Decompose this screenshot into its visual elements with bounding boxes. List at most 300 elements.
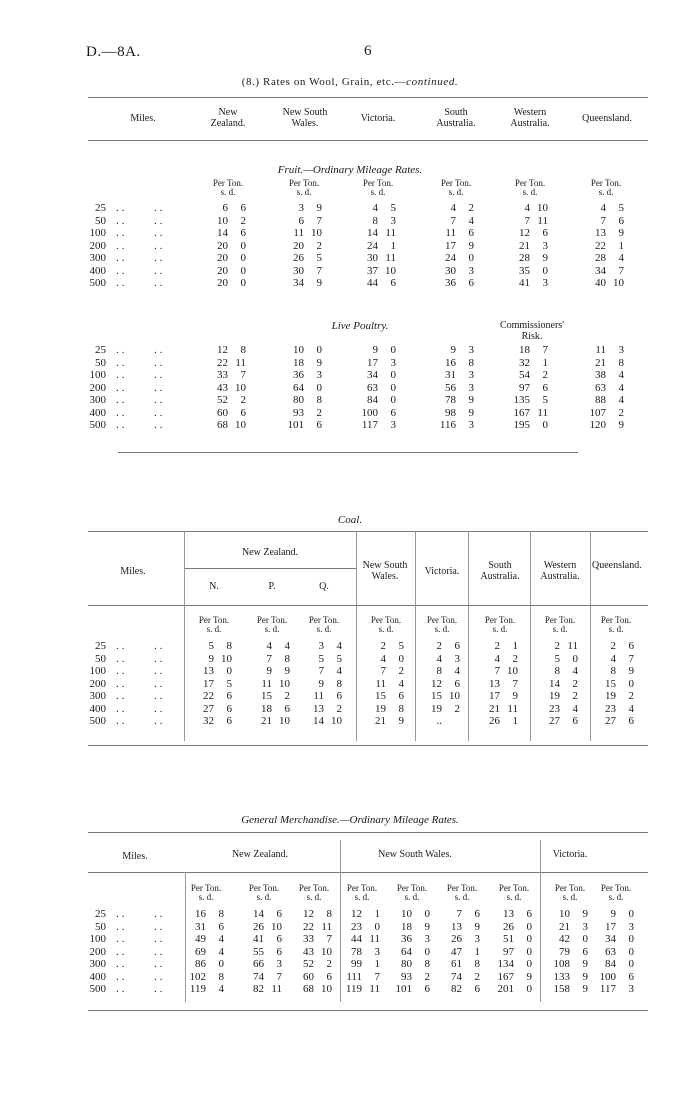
- pence-cell: 6: [474, 983, 480, 995]
- shillings-cell: 60: [303, 970, 314, 983]
- pence-cell: 4: [336, 665, 342, 677]
- pence-cell: 9: [582, 970, 588, 983]
- pence-cell: 6: [572, 715, 578, 727]
- pence-cell: 9: [618, 227, 624, 239]
- sd-header: s. d.: [598, 187, 614, 197]
- pence-cell: 10: [235, 419, 246, 431]
- pence-cell: 6: [276, 908, 282, 920]
- miles-cell: 50: [95, 652, 106, 665]
- shillings-cell: 9: [318, 677, 324, 690]
- pence-cell: 6: [542, 227, 548, 239]
- shillings-cell: 22: [203, 690, 214, 702]
- pence-cell: 0: [628, 945, 634, 958]
- shillings-cell: 2: [380, 640, 386, 652]
- sd-header: s. d.: [316, 624, 332, 634]
- pence-cell: 9: [316, 356, 322, 369]
- pence-cell: 8: [336, 677, 342, 690]
- pence-cell: 6: [628, 715, 634, 727]
- pence-cell: 1: [474, 945, 480, 958]
- pence-cell: 2: [398, 665, 404, 677]
- pence-cell: 11: [369, 983, 380, 995]
- shillings-cell: 9: [208, 652, 214, 665]
- leader-dots: ..: [154, 369, 166, 381]
- sd-header: s. d.: [370, 187, 386, 197]
- shillings-cell: 80: [293, 394, 304, 406]
- shillings-cell: 10: [217, 214, 228, 227]
- shillings-cell: 64: [293, 381, 304, 394]
- shillings-cell: 41: [253, 933, 264, 945]
- leader-dots: ..: [116, 277, 128, 289]
- pence-cell: 4: [618, 252, 624, 264]
- leader-dots: ..: [116, 983, 128, 995]
- leader-dots: ..: [154, 419, 166, 431]
- pence-cell: 9: [316, 277, 322, 289]
- pence-cell: 6: [226, 715, 232, 727]
- shillings-cell: 4: [524, 202, 530, 214]
- pence-cell: 6: [326, 970, 332, 983]
- shillings-cell: 43: [303, 945, 314, 958]
- leader-dots: ..: [154, 406, 166, 419]
- shillings-cell: 19: [549, 690, 560, 702]
- pence-cell: 0: [390, 344, 396, 356]
- shillings-cell: 43: [217, 381, 228, 394]
- shillings-cell: 8: [436, 665, 442, 677]
- shillings-cell: 6: [222, 202, 228, 214]
- shillings-cell: 8: [610, 665, 616, 677]
- leader-dots: ..: [116, 419, 128, 431]
- shillings-cell: 36: [293, 369, 304, 381]
- pence-cell: 6: [468, 227, 474, 239]
- shillings-cell: 9: [266, 665, 272, 677]
- page-number: 6: [364, 43, 372, 59]
- merch-header-top-rule: [88, 832, 648, 833]
- shillings-cell: 11: [313, 690, 324, 702]
- shillings-cell: 44: [351, 933, 362, 945]
- pence-cell: 3: [474, 933, 480, 945]
- shillings-cell: 20: [293, 239, 304, 252]
- miles-cell: 500: [89, 419, 106, 431]
- sd-header: s. d.: [552, 624, 568, 634]
- shillings-cell: 7: [450, 214, 456, 227]
- col-header-wa: Western Australia.: [510, 107, 550, 129]
- coal-nz-header: New Zealand.: [241, 547, 299, 558]
- shillings-cell: 13: [595, 227, 606, 239]
- table-row: [0, 908, 700, 920]
- shillings-cell: 23: [351, 920, 362, 933]
- pence-cell: 11: [235, 356, 246, 369]
- pence-cell: 6: [454, 677, 460, 690]
- pence-cell: 10: [331, 715, 342, 727]
- pence-cell: 10: [507, 665, 518, 677]
- pence-cell: 8: [618, 356, 624, 369]
- shillings-cell: 167: [513, 406, 530, 419]
- pence-cell: 8: [218, 908, 224, 920]
- leader-dots: ..: [154, 702, 166, 715]
- shillings-cell: 63: [595, 381, 606, 394]
- pence-cell: 10: [279, 677, 290, 690]
- pence-cell: 11: [385, 227, 396, 239]
- pence-cell: 2: [336, 702, 342, 715]
- shillings-cell: 32: [519, 356, 530, 369]
- sd-header: s. d.: [562, 892, 578, 902]
- sd-header: s. d.: [354, 892, 370, 902]
- shillings-cell: 51: [503, 933, 514, 945]
- coal-col-header-sa: South Australia.: [480, 560, 520, 582]
- pence-cell: 0: [424, 908, 430, 920]
- pence-cell: 4: [618, 369, 624, 381]
- shillings-cell: 120: [589, 419, 606, 431]
- shillings-cell: 12: [351, 908, 362, 920]
- shillings-cell: 2: [436, 640, 442, 652]
- shillings-cell: 37: [367, 264, 378, 277]
- coal-col-header-qld: Queensland.: [592, 560, 642, 571]
- shillings-cell: 24: [445, 252, 456, 264]
- shillings-cell: 10: [401, 908, 412, 920]
- shillings-cell: 74: [253, 970, 264, 983]
- per-ton-header: Per Ton.: [308, 615, 340, 625]
- pence-cell: 3: [628, 983, 634, 995]
- pence-cell: 7: [542, 344, 548, 356]
- shillings-cell: 7: [266, 652, 272, 665]
- pence-cell: 1: [374, 958, 380, 970]
- leader-dots: ..: [154, 970, 166, 983]
- pence-cell: 2: [326, 958, 332, 970]
- shillings-cell: 20: [217, 277, 228, 289]
- shillings-cell: 18: [293, 356, 304, 369]
- leader-dots: ..: [154, 983, 166, 995]
- shillings-cell: 60: [217, 406, 228, 419]
- leader-dots: ..: [154, 344, 166, 356]
- pence-cell: 0: [526, 920, 532, 933]
- leader-dots: ..: [154, 239, 166, 252]
- pence-cell: 3: [542, 239, 548, 252]
- miles-cell: 400: [89, 264, 106, 277]
- pence-cell: 4: [218, 983, 224, 995]
- pence-cell: 8: [218, 970, 224, 983]
- leader-dots: ..: [116, 202, 128, 214]
- commissioners-risk-note: Commissioners' Risk.: [499, 320, 565, 342]
- pence-cell: 3: [582, 920, 588, 933]
- pence-cell: 4: [572, 702, 578, 715]
- shillings-cell: 78: [445, 394, 456, 406]
- pence-cell: 2: [572, 690, 578, 702]
- table-row: [0, 958, 700, 970]
- shillings-cell: 5: [208, 640, 214, 652]
- shillings-cell: 33: [303, 933, 314, 945]
- shillings-cell: 101: [287, 419, 304, 431]
- shillings-cell: 82: [451, 983, 462, 995]
- pence-cell: 9: [526, 970, 532, 983]
- shillings-cell: 93: [293, 406, 304, 419]
- shillings-cell: 56: [445, 381, 456, 394]
- pence-cell: 3: [390, 419, 396, 431]
- pence-cell: 2: [468, 202, 474, 214]
- table-row: [0, 344, 700, 356]
- pence-cell: 2: [424, 970, 430, 983]
- leader-dots: ..: [154, 252, 166, 264]
- shillings-cell: 167: [497, 970, 514, 983]
- pence-cell: 3: [276, 958, 282, 970]
- shillings-cell: 80: [401, 958, 412, 970]
- shillings-cell: 18: [261, 702, 272, 715]
- table-row: [0, 252, 700, 264]
- shillings-cell: 42: [559, 933, 570, 945]
- pence-cell: 10: [235, 381, 246, 394]
- pence-cell: 2: [240, 214, 246, 227]
- sd-header: s. d.: [220, 187, 236, 197]
- leader-dots: ..: [116, 264, 128, 277]
- table-row: [0, 382, 700, 394]
- table-title-continued: continued.: [406, 76, 459, 88]
- pence-cell: 8: [284, 652, 290, 665]
- pence-cell: 3: [468, 369, 474, 381]
- leader-dots: ..: [116, 665, 128, 677]
- shillings-cell: 19: [375, 702, 386, 715]
- shillings-cell: 23: [549, 702, 560, 715]
- shillings-cell: 21: [595, 356, 606, 369]
- pence-cell: 7: [326, 933, 332, 945]
- pence-cell: 6: [390, 277, 396, 289]
- per-ton-header: Per Ton.: [484, 615, 516, 625]
- miles-cell: 300: [89, 394, 106, 406]
- merch-bottom-rule: [88, 1010, 648, 1011]
- leader-dots: ..: [116, 945, 128, 958]
- shillings-cell: 99: [351, 958, 362, 970]
- shillings-cell: 101: [395, 983, 412, 995]
- leader-dots: ..: [116, 908, 128, 920]
- pence-cell: 10: [321, 983, 332, 995]
- pence-cell: 0: [526, 958, 532, 970]
- table-row: [0, 369, 700, 381]
- pence-cell: 0: [542, 419, 548, 431]
- pence-cell: 8: [474, 958, 480, 970]
- shillings-cell: 9: [610, 908, 616, 920]
- pence-cell: 6: [276, 933, 282, 945]
- shillings-cell: 84: [605, 958, 616, 970]
- shillings-cell: 119: [189, 983, 206, 995]
- leader-dots: ..: [116, 369, 128, 381]
- pence-cell: 9: [628, 665, 634, 677]
- pence-cell: 10: [449, 690, 460, 702]
- pence-cell: 3: [542, 277, 548, 289]
- leader-dots: ..: [154, 920, 166, 933]
- table-row: [0, 277, 700, 289]
- pence-cell: 9: [468, 239, 474, 252]
- shillings-cell: 8: [554, 665, 560, 677]
- poultry-section-title: Live Poultry.: [331, 320, 389, 332]
- shillings-cell: 64: [401, 945, 412, 958]
- pence-cell: 7: [628, 652, 634, 665]
- sd-header: s. d.: [608, 892, 624, 902]
- shillings-cell: 69: [195, 945, 206, 958]
- pence-cell: 4: [398, 677, 404, 690]
- pence-cell: 7: [240, 369, 246, 381]
- per-ton-header: Per Ton.: [396, 883, 428, 893]
- fruit-section-title: Fruit.—Ordinary Mileage Rates.: [277, 164, 423, 176]
- per-ton-header: Per Ton.: [554, 883, 586, 893]
- pence-cell: 0: [316, 381, 322, 394]
- coal-bottom-rule: [88, 745, 648, 746]
- pence-cell: 6: [240, 202, 246, 214]
- shillings-cell: 16: [445, 356, 456, 369]
- shillings-cell: 12: [519, 227, 530, 239]
- page-identifier: D.—8A.: [86, 44, 141, 60]
- sd-header: s. d.: [206, 624, 222, 634]
- merch-section-title: General Merchandise.—Ordinary Mileage Rates.: [241, 814, 459, 826]
- shillings-cell: 100: [361, 406, 378, 419]
- pence-cell: 0: [468, 252, 474, 264]
- coal-col-header-nsw: New South Wales.: [362, 560, 408, 582]
- shillings-cell: 40: [595, 277, 606, 289]
- pence-cell: 6: [390, 406, 396, 419]
- per-ton-header: Per Ton.: [590, 178, 622, 188]
- coal-header-top-rule: [88, 531, 648, 532]
- coal-header-bottom-rule: [88, 605, 648, 606]
- shillings-cell: 17: [489, 690, 500, 702]
- shillings-cell: 107: [589, 406, 606, 419]
- shillings-cell: 26: [503, 920, 514, 933]
- pence-cell: 9: [474, 920, 480, 933]
- pence-cell: 7: [316, 214, 322, 227]
- per-ton-header: Per Ton.: [440, 178, 472, 188]
- table-row: [0, 407, 700, 419]
- pence-cell: 0: [526, 945, 532, 958]
- shillings-cell: 61: [451, 958, 462, 970]
- shillings-cell: 11: [261, 677, 272, 690]
- shillings-cell: 17: [605, 920, 616, 933]
- pence-cell: 10: [385, 264, 396, 277]
- pence-cell: 3: [468, 381, 474, 394]
- pence-cell: 2: [572, 677, 578, 690]
- shillings-cell: 36: [445, 277, 456, 289]
- pence-cell: 0: [390, 381, 396, 394]
- shillings-cell: 7: [456, 908, 462, 920]
- pence-cell: 3: [390, 214, 396, 227]
- per-ton-header: Per Ton.: [544, 615, 576, 625]
- shillings-cell: 102: [189, 970, 206, 983]
- coal-col-header-vic: Victoria.: [424, 566, 460, 577]
- shillings-cell: 98: [445, 406, 456, 419]
- shillings-cell: 55: [253, 945, 264, 958]
- shillings-cell: 35: [519, 264, 530, 277]
- table-row: [0, 690, 700, 702]
- per-ton-header: Per Ton.: [600, 615, 632, 625]
- shillings-cell: 13: [503, 908, 514, 920]
- pence-cell: 9: [542, 252, 548, 264]
- pence-cell: 8: [468, 356, 474, 369]
- pence-cell: 0: [316, 344, 322, 356]
- leader-dots: ..: [116, 652, 128, 665]
- pence-cell: 9: [468, 406, 474, 419]
- miles-cell: 100: [89, 933, 106, 945]
- shillings-cell: 158: [553, 983, 570, 995]
- miles-cell: 200: [89, 381, 106, 394]
- leader-dots: ..: [116, 970, 128, 983]
- pence-cell: 4: [468, 214, 474, 227]
- pence-cell: 6: [226, 690, 232, 702]
- shillings-cell: 74: [451, 970, 462, 983]
- sd-header: s. d.: [448, 187, 464, 197]
- miles-cell: 200: [89, 239, 106, 252]
- sd-header: s. d.: [256, 892, 272, 902]
- leader-dots: ..: [116, 239, 128, 252]
- leader-dots: ..: [116, 214, 128, 227]
- pence-cell: 9: [512, 690, 518, 702]
- pence-cell: 1: [618, 239, 624, 252]
- pence-cell: 6: [474, 908, 480, 920]
- per-ton-header: Per Ton.: [256, 615, 288, 625]
- pence-cell: 7: [374, 970, 380, 983]
- table-row: [0, 946, 700, 958]
- table-row: [0, 971, 700, 983]
- pence-cell: 3: [424, 933, 430, 945]
- merch-header-nz: New Zealand.: [231, 849, 289, 860]
- pence-cell: 11: [537, 214, 548, 227]
- miles-cell: 25: [95, 640, 106, 652]
- leader-dots: ..: [116, 344, 128, 356]
- pence-cell: 6: [542, 381, 548, 394]
- table-row: [0, 983, 700, 995]
- table-row: [0, 265, 700, 277]
- leader-dots: ..: [116, 958, 128, 970]
- shillings-cell: 15: [431, 690, 442, 702]
- shillings-cell: 34: [367, 369, 378, 381]
- per-ton-header: Per Ton.: [298, 883, 330, 893]
- table-row: [0, 227, 700, 239]
- col-header-qld: Queensland.: [582, 113, 632, 124]
- table-row: [0, 394, 700, 406]
- pence-cell: 2: [454, 702, 460, 715]
- shillings-cell: 11: [445, 227, 456, 239]
- miles-cell: 500: [89, 983, 106, 995]
- pence-cell: 6: [628, 640, 634, 652]
- shillings-cell: 34: [293, 277, 304, 289]
- shillings-cell: 111: [346, 970, 362, 983]
- shillings-cell: 34: [605, 933, 616, 945]
- shillings-cell: 10: [559, 908, 570, 920]
- leader-dots: ..: [154, 958, 166, 970]
- shillings-cell: 2: [554, 640, 560, 652]
- shillings-cell: 7: [318, 665, 324, 677]
- shillings-cell: 119: [345, 983, 362, 995]
- shillings-cell: 23: [605, 702, 616, 715]
- merch-header-nsw: New South Wales.: [378, 849, 452, 860]
- pence-cell: 2: [542, 369, 548, 381]
- pence-cell: 6: [218, 920, 224, 933]
- col-header-nz: New Zealand.: [210, 107, 246, 129]
- leader-dots: ..: [154, 665, 166, 677]
- shillings-cell: 4: [436, 652, 442, 665]
- shillings-cell: 20: [217, 239, 228, 252]
- shillings-cell: 18: [519, 344, 530, 356]
- table-title-main: (8.) Rates on Wool, Grain, etc.—: [241, 76, 407, 88]
- sd-header: s. d.: [264, 624, 280, 634]
- shillings-cell: 11: [375, 677, 386, 690]
- shillings-cell: 28: [519, 252, 530, 264]
- shillings-cell: 21: [375, 715, 386, 727]
- pence-cell: 6: [336, 690, 342, 702]
- pence-cell: 11: [537, 406, 548, 419]
- table-row: [0, 678, 700, 690]
- miles-cell: 100: [89, 369, 106, 381]
- pence-cell: 6: [526, 908, 532, 920]
- shillings-cell: 4: [450, 202, 456, 214]
- pence-cell: 10: [279, 715, 290, 727]
- shillings-cell: 4: [380, 652, 386, 665]
- pence-cell: 3: [628, 920, 634, 933]
- pence-cell: 0: [240, 239, 246, 252]
- coal-nz-sub-p: P.: [268, 581, 276, 592]
